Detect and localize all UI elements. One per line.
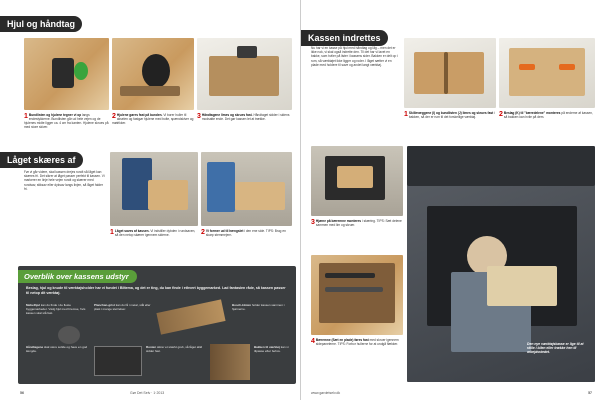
wood-strip-image <box>156 299 225 334</box>
hardware-image <box>94 346 142 376</box>
caption-4-right: 4 Bæremne (Sæt en plade) føres fast med skruer igennem sidepanelerne. TIPS: Forbor hullerne for at undgå flækker. <box>311 338 399 347</box>
photo-car-trunk <box>407 146 595 382</box>
photo-handle <box>197 38 292 110</box>
heading-wheels-handles: Hjul og håndtag <box>0 16 82 32</box>
overview-item-handles: Håndtagene skal være solide og have en god længde. <box>26 345 88 353</box>
right-page <box>300 0 600 400</box>
wheel-image <box>58 326 80 344</box>
caption-1-mid: 1 Låget saves af kassen. Vi indstiller dybden i rundsaven, så den netop skærer igennem siderne. <box>110 229 196 238</box>
caption-1-top: 1 Bundlisten og hjulene tegner vi op langs endestykkerne. Bundlisten går ud hele vejen og de hjulenes midte ligger ca. 4 cm fra kanten. Hjulene skrues på med store skiver. <box>24 113 109 130</box>
footer-magazine: Gør Det Selv · 1·2013 <box>130 391 165 395</box>
photo-brackets <box>499 38 595 108</box>
photo-corner-mount <box>311 146 403 216</box>
overview-title: Overblik over kassens udstyr <box>18 270 137 283</box>
overview-intro: Beslag, hjul og knude til værktøjsholder har vi fundet i Biltema, og det er ting, du kan finde i ethvert byggemarked. Lad fantasien råde, så kassen passer til netop dit værktøj. <box>26 286 286 295</box>
caption-2-right: 2 Beslag (K) til "bæredelene" monteres på enderne af kassen, så bakken kan hvile på dem. <box>499 111 593 120</box>
heading-interior: Kassen indrettes <box>301 30 388 46</box>
tray-image <box>210 344 250 380</box>
photo-tray-walls <box>404 38 496 108</box>
photo-caption: Den nye værktøjskasse er lige til at stille i bilen eller trække hen til arbejdsstedet. <box>527 342 584 355</box>
body-lid-cut: Før vi går videre, skal kassen drejes rundt så låget kan skæres fri. Det sikrer at låget passer perfekt til kassen. Vi markerer en linje hele vejen rundt og skærer med rundsav, stiksav eller dyksav langs linjen, så låget falder fri. <box>24 170 105 191</box>
page-number-left: 56 <box>20 391 24 395</box>
caption-2-mid: 2 Vi former ud til hængslet i den ene side. TIPS: Brug en skarp stemmejern. <box>201 229 286 238</box>
page-number-right: 57 <box>588 391 592 395</box>
overview-item-wheels: Møbelhjul kan du finde i de fleste byggemarkeder. Vælg hjul med bremse, hvis kassen skal stå fast. <box>26 303 86 315</box>
caption-3-top: 3 Håndtagene limes og skrues fast. Håndtaget sidder i sidens modsatte ende. Det gør kassen let at trække. <box>197 113 290 122</box>
overview-item-tray: Bakken til værktøj kan vi tilpasse efter behov. <box>254 345 289 353</box>
footer-url: www.gørdetselv.dk <box>311 391 341 395</box>
overview-item-clamps: Bosch-kloten holder kassen sammen i hjørnerne. <box>232 303 285 311</box>
photo-wheel-mount <box>112 38 194 110</box>
caption-2-top: 2 Hjulene gøres fast på bunden. Vi borer huller til akselen og fastgør hjulene med bolte, spændskiver og møtrikker. <box>112 113 194 126</box>
photo-lid-panel <box>311 255 403 335</box>
body-interior: Nu har vi en kasse på hjul med håndtag og låg – men det er ikke nok, vi skal også indrette den. Til det har vi lavet en bakke, som hviler på lister i kassens sider. Bakken er delt op i rum, så værktøjet ikke ligger og roder. I låget sætter vi en plade med holdere til save og andet langt værktøj. <box>311 46 398 67</box>
caption-3-right: 3 Hjørne på bæremne monteres i skæring. TIPS: Sæt delene sammen med lim og skruer. <box>311 219 402 228</box>
overview-item-screws: Planchan-grist kan du få i metal, stål eller plast i mange størrelser. <box>94 303 151 311</box>
overview-box <box>18 266 296 384</box>
photo-saw-cut <box>110 152 198 226</box>
caption-1-right: 1 Skillevæggene (I) og bundlisten (J) limes og skrues fast i bakken, så der er rum til det forskellige værktøj. <box>404 111 495 120</box>
overview-item-lock: Rosten sikrer et stærkt greb, så låget altid sidder fast. <box>146 345 203 353</box>
photo-wheel-marking <box>24 38 109 110</box>
heading-lid-cut: Låget skæres af <box>0 152 83 168</box>
photo-hinge <box>201 152 292 226</box>
